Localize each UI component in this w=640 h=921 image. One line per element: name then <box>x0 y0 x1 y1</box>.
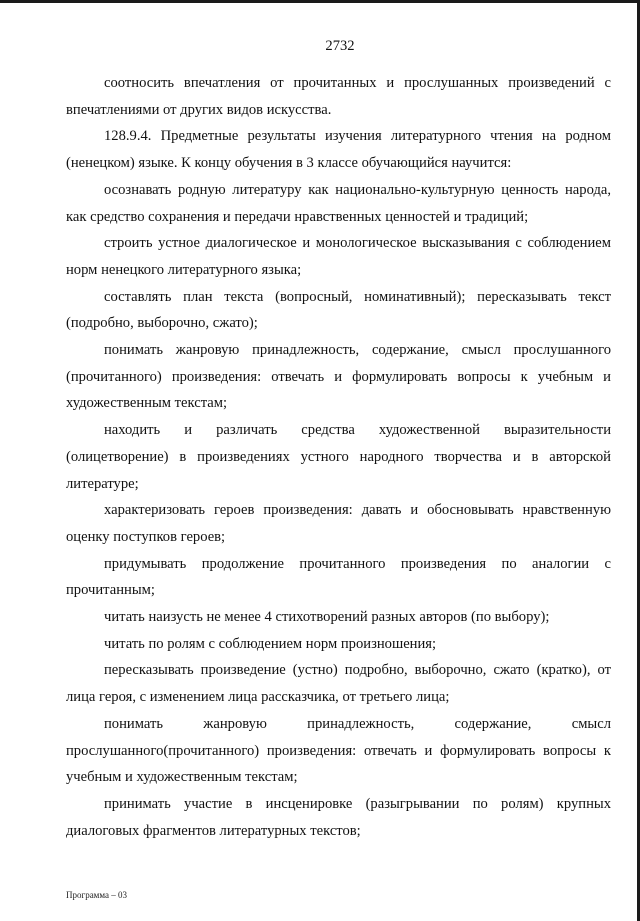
paragraph: строить устное диалогическое и монологическое высказывания с соблюдением норм ненецкого литературного языка; <box>66 235 611 278</box>
page-number: 2732 <box>325 38 355 54</box>
footer-label: Программа – 03 <box>66 890 128 900</box>
paragraph: понимать жанровую принадлежность, содержание, смысл прослушанного(прочитанного) произведения: отвечать и формулировать вопросы к учебным и художественным текстам; <box>66 715 611 786</box>
paragraph: придумывать продолжение прочитанного произведения по аналогии с прочитанным; <box>66 555 611 599</box>
paragraph: понимать жанровую принадлежность, содержание, смысл прослушанного (прочитанного) произведения: отвечать и формулировать вопросы к учебным и художественным текстам; <box>66 342 611 412</box>
paragraph: соотносить впечатления от прочитанных и прослушанных произведений с впечатлениями от других видов искусства. <box>66 75 611 118</box>
paragraph: составлять план текста (вопросный, номинативный); пересказывать текст (подробно, выборочно, сжато); <box>66 288 611 332</box>
paragraph: читать наизусть не менее 4 стихотворений разных авторов (по выбору); <box>104 609 550 626</box>
paragraph: читать по ролям с соблюдением норм произношения; <box>104 635 437 652</box>
scan-border-top <box>0 0 640 3</box>
paragraph: принимать участие в инсценировке (разыгрывании по ролям) крупных диалоговых фрагментов литературных текстов; <box>66 795 611 839</box>
paragraph: осознавать родную литературу как национально-культурную ценность народа, как средство сохранения и передачи нравственных ценностей и традиций; <box>66 181 611 225</box>
paragraph: пересказывать произведение (устно) подробно, выборочно, сжато (кратко), от лица героя, с изменением лица рассказчика, от третьего лица; <box>66 662 611 706</box>
paragraph: находить и различать средства художественной выразительности (олицетворение) в произведениях устного народного творчества и в авторской литературе; <box>66 422 611 492</box>
paragraph: 128.9.4. Предметные результаты изучения литературного чтения на родном (ненецком) языке. К концу обучения в 3 классе обучающийся научится: <box>66 128 611 172</box>
body-text <box>66 70 611 844</box>
paragraph: характеризовать героев произведения: давать и обосновывать нравственную оценку поступков героев; <box>66 502 611 545</box>
